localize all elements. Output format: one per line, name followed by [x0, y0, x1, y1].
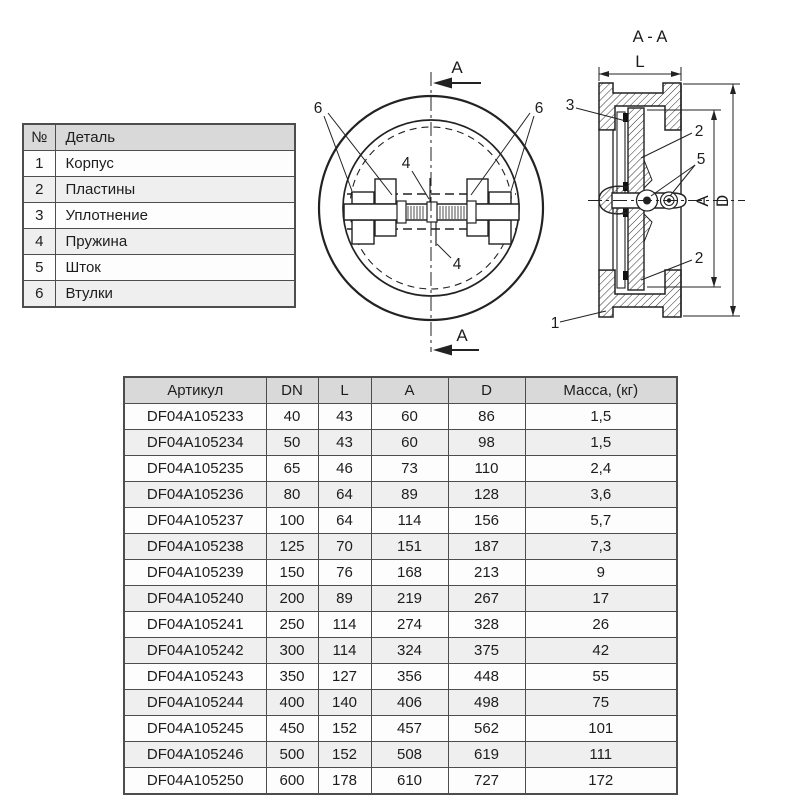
table-cell: 172: [525, 768, 677, 795]
table-cell: Втулки: [55, 281, 295, 308]
table-cell: DF04A105244: [124, 690, 266, 716]
table-cell: 400: [266, 690, 318, 716]
table-cell: DF04A105243: [124, 664, 266, 690]
table-cell: 328: [448, 612, 525, 638]
table-cell: DF04A105233: [124, 404, 266, 430]
table-cell: 156: [448, 508, 525, 534]
table-row: [124, 664, 677, 690]
table-cell: 619: [448, 742, 525, 768]
table-cell: DF04A105236: [124, 482, 266, 508]
table-cell: 50: [266, 430, 318, 456]
dim-label-A: A: [693, 195, 712, 207]
table-row: [124, 638, 677, 664]
table-cell: Пружина: [55, 229, 295, 255]
table-cell: 40: [266, 404, 318, 430]
spring-collar-right: [467, 201, 476, 223]
section-view-title: A - A: [632, 28, 668, 46]
table-cell: 65: [266, 456, 318, 482]
column-header: D: [448, 377, 525, 404]
table-cell: 350: [266, 664, 318, 690]
table-row: [124, 560, 677, 586]
table-row: [124, 612, 677, 638]
callout-seal: 3: [565, 97, 575, 114]
table-cell: 127: [318, 664, 371, 690]
table-cell: 7,3: [525, 534, 677, 560]
table-row: [124, 716, 677, 742]
front-view: [319, 72, 543, 356]
header-row: [124, 377, 677, 404]
table-row: [23, 203, 295, 229]
table-row: [124, 456, 677, 482]
callout-bushings-left: 6: [313, 100, 323, 117]
callout-spring-bottom: 4: [452, 256, 462, 273]
parts-table-body: [23, 151, 295, 308]
table-cell: Пластины: [55, 177, 295, 203]
table-cell: 75: [525, 690, 677, 716]
column-header: L: [318, 377, 371, 404]
table-cell: 2,4: [525, 456, 677, 482]
table-cell: 562: [448, 716, 525, 742]
table-cell: 114: [318, 638, 371, 664]
table-cell: 250: [266, 612, 318, 638]
table-cell: 76: [318, 560, 371, 586]
table-cell: 110: [448, 456, 525, 482]
table-row: [124, 404, 677, 430]
table-cell: DF04A105242: [124, 638, 266, 664]
table-cell: 4: [23, 229, 55, 255]
column-header: Артикул: [124, 377, 266, 404]
table-cell: 98: [448, 430, 525, 456]
table-cell: 1: [23, 151, 55, 177]
table-cell: 200: [266, 586, 318, 612]
table-cell: 26: [525, 612, 677, 638]
table-cell: 178: [318, 768, 371, 795]
table-cell: Шток: [55, 255, 295, 281]
table-cell: 17: [525, 586, 677, 612]
table-cell: 3: [23, 203, 55, 229]
table-cell: 5: [23, 255, 55, 281]
table-cell: 73: [371, 456, 448, 482]
table-cell: 213: [448, 560, 525, 586]
table-cell: DF04A105237: [124, 508, 266, 534]
table-cell: 152: [318, 742, 371, 768]
parts-table: [22, 123, 296, 308]
table-cell: 152: [318, 716, 371, 742]
table-cell: 324: [371, 638, 448, 664]
table-cell: 89: [318, 586, 371, 612]
callout-shaft: 5: [696, 151, 706, 168]
table-cell: 114: [371, 508, 448, 534]
table-cell: 43: [318, 430, 371, 456]
spring-collar-left: [397, 201, 406, 223]
column-header: Масса, (кг): [525, 377, 677, 404]
table-cell: 406: [371, 690, 448, 716]
dim-label-D: D: [713, 194, 732, 208]
table-cell: DF04A105235: [124, 456, 266, 482]
table-cell: Уплотнение: [55, 203, 295, 229]
table-cell: 55: [525, 664, 677, 690]
table-cell: 70: [318, 534, 371, 560]
table-cell: 274: [371, 612, 448, 638]
section-cut-arrow-top: [433, 78, 481, 89]
table-cell: 64: [318, 508, 371, 534]
dimensions-table: [123, 376, 678, 795]
column-header: DN: [266, 377, 318, 404]
table-cell: 46: [318, 456, 371, 482]
table-cell: 64: [318, 482, 371, 508]
parts-table-header: [23, 124, 295, 151]
table-cell: 111: [525, 742, 677, 768]
table-row: [124, 534, 677, 560]
table-row: [124, 768, 677, 795]
table-cell: DF04A105240: [124, 586, 266, 612]
table-cell: 356: [371, 664, 448, 690]
table-cell: 600: [266, 768, 318, 795]
table-cell: 219: [371, 586, 448, 612]
table-cell: 727: [448, 768, 525, 795]
table-cell: 150: [266, 560, 318, 586]
dim-label-L: L: [635, 52, 645, 71]
callout-spring-top: 4: [401, 155, 411, 172]
table-cell: DF04A105238: [124, 534, 266, 560]
table-cell: 89: [371, 482, 448, 508]
table-row: [23, 281, 295, 308]
table-row: [23, 255, 295, 281]
table-cell: Корпус: [55, 151, 295, 177]
callout-plate-top: 2: [694, 123, 704, 140]
table-row: [23, 177, 295, 203]
column-header: №: [23, 124, 55, 151]
table-cell: 508: [371, 742, 448, 768]
table-cell: 100: [266, 508, 318, 534]
table-cell: DF04A105246: [124, 742, 266, 768]
table-cell: 2: [23, 177, 55, 203]
dimensions-table-body: [124, 404, 677, 795]
table-cell: 448: [448, 664, 525, 690]
spring-center-block: [427, 202, 437, 222]
table-cell: 498: [448, 690, 525, 716]
table-cell: DF04A105250: [124, 768, 266, 795]
table-cell: 450: [266, 716, 318, 742]
table-cell: 300: [266, 638, 318, 664]
table-cell: 43: [318, 404, 371, 430]
header-row: [23, 124, 295, 151]
table-cell: 128: [448, 482, 525, 508]
table-cell: DF04A105234: [124, 430, 266, 456]
table-cell: 500: [266, 742, 318, 768]
table-cell: 60: [371, 430, 448, 456]
table-row: [23, 151, 295, 177]
dimensions-table-header: [124, 377, 677, 404]
callout-body: 1: [550, 315, 560, 332]
section-cut-arrow-bottom: [433, 345, 479, 356]
table-row: [124, 508, 677, 534]
section-view: [560, 67, 745, 322]
table-cell: 6: [23, 281, 55, 308]
column-header: Деталь: [55, 124, 295, 151]
table-cell: 60: [371, 404, 448, 430]
table-cell: DF04A105241: [124, 612, 266, 638]
section-arrow-label-bottom: A: [456, 326, 468, 345]
table-cell: 5,7: [525, 508, 677, 534]
table-cell: 1,5: [525, 430, 677, 456]
table-cell: 80: [266, 482, 318, 508]
table-cell: 114: [318, 612, 371, 638]
table-row: [124, 742, 677, 768]
table-row: [23, 229, 295, 255]
table-cell: 140: [318, 690, 371, 716]
table-row: [124, 586, 677, 612]
column-header: A: [371, 377, 448, 404]
table-cell: 3,6: [525, 482, 677, 508]
table-cell: 86: [448, 404, 525, 430]
table-cell: 42: [525, 638, 677, 664]
table-cell: 610: [371, 768, 448, 795]
table-cell: 168: [371, 560, 448, 586]
table-cell: 187: [448, 534, 525, 560]
table-row: [124, 430, 677, 456]
plate-wing-top: [644, 160, 652, 188]
table-cell: DF04A105239: [124, 560, 266, 586]
table-cell: 151: [371, 534, 448, 560]
table-row: [124, 690, 677, 716]
table-cell: 267: [448, 586, 525, 612]
table-cell: 125: [266, 534, 318, 560]
section-arrow-label-top: A: [451, 58, 463, 77]
table-cell: 457: [371, 716, 448, 742]
table-cell: 9: [525, 560, 677, 586]
plate-wing-bottom: [644, 214, 652, 242]
table-row: [124, 482, 677, 508]
table-cell: 375: [448, 638, 525, 664]
table-cell: 101: [525, 716, 677, 742]
callout-bushings-right: 6: [534, 100, 544, 117]
table-cell: DF04A105245: [124, 716, 266, 742]
table-cell: 1,5: [525, 404, 677, 430]
callout-plate-bottom: 2: [694, 250, 704, 267]
